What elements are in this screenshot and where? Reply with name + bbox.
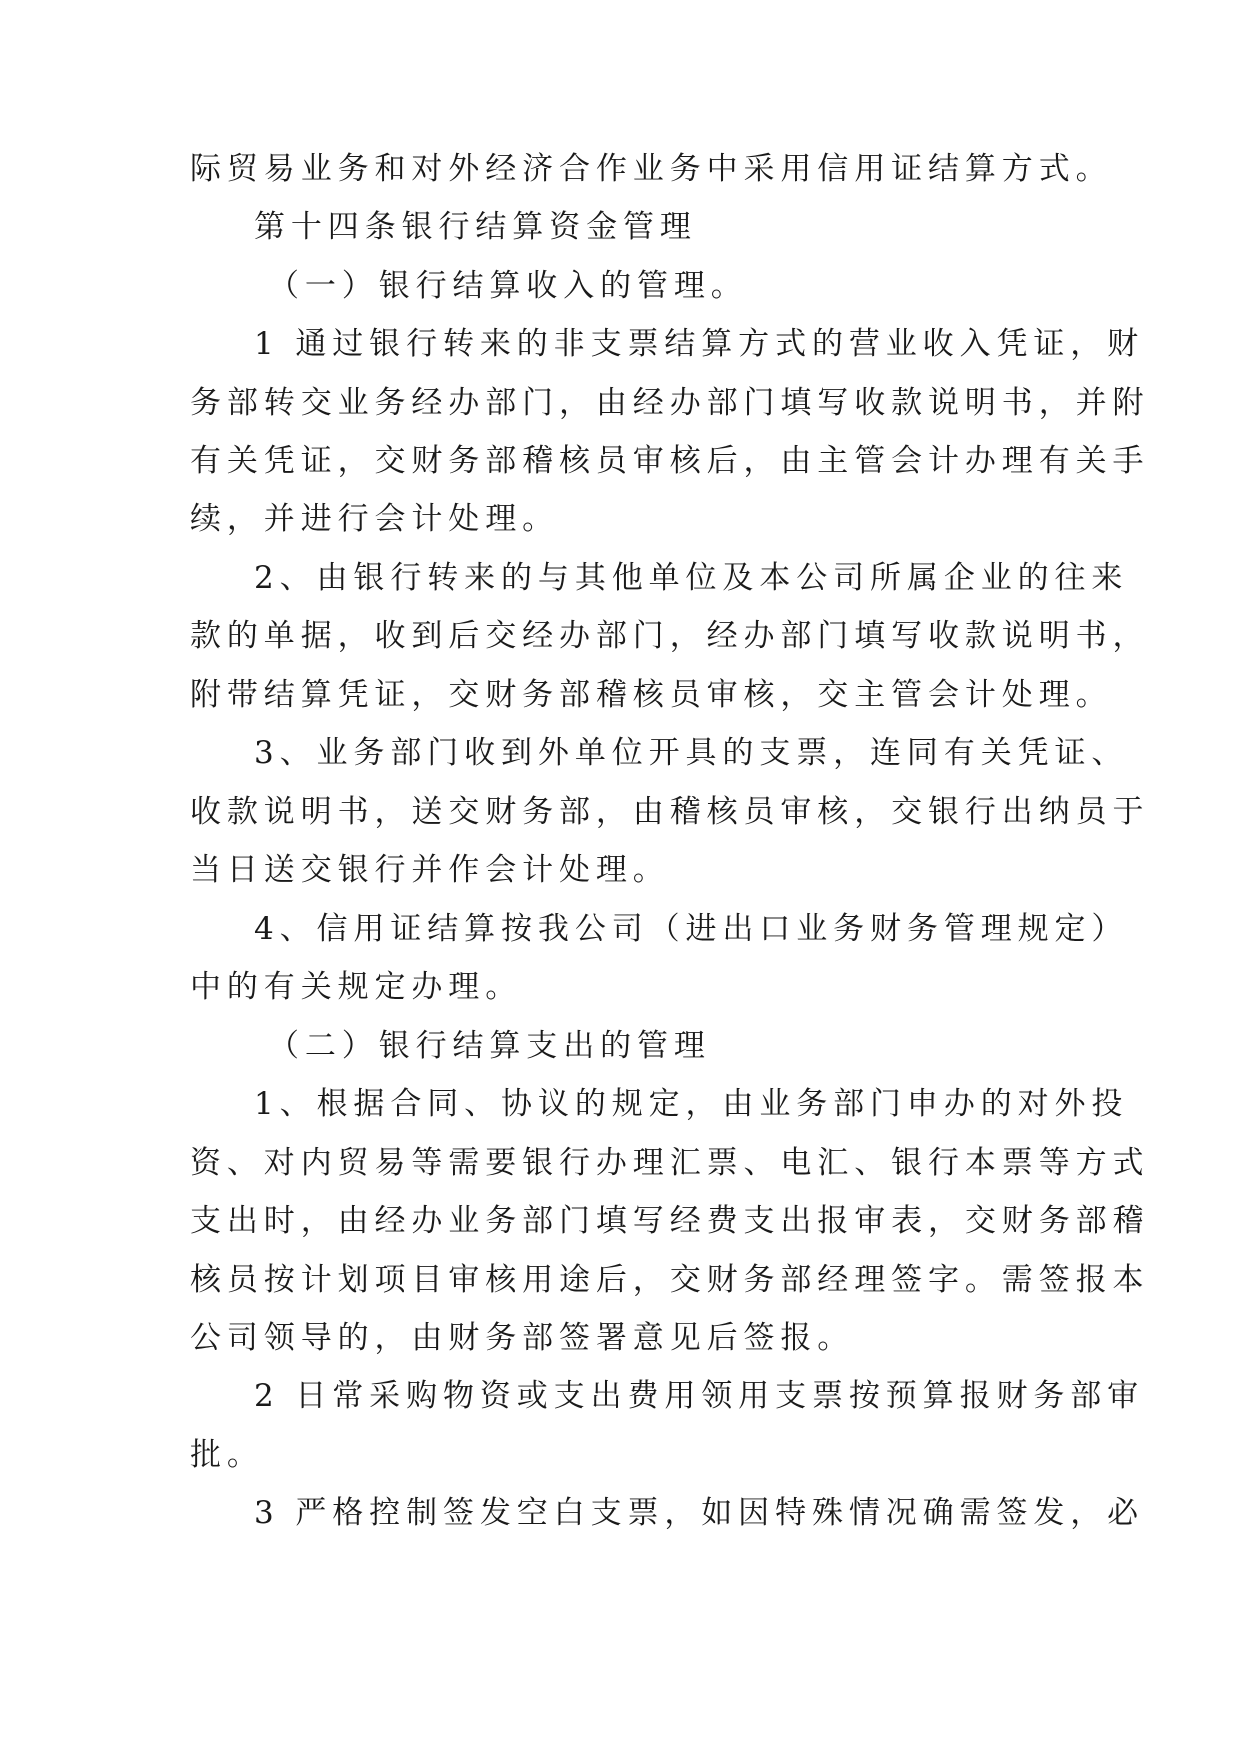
- paragraph-line: 批。: [190, 1437, 264, 1473]
- paragraph-line: 收款说明书，送交财务部，由稽核员审核，交银行出纳员于: [190, 794, 1150, 830]
- paragraph-line: 际贸易业务和对外经济合作业务中采用信用证结算方式。: [190, 151, 1113, 187]
- paragraph-line: 务部转交业务经办部门，由经办部门填写收款说明书，并附: [190, 385, 1150, 421]
- paragraph-line: 附带结算凭证，交财务部稽核员审核，交主管会计处理。: [190, 677, 1113, 713]
- paragraph-line: 资、对内贸易等需要银行办理汇票、电汇、银行本票等方式: [190, 1145, 1150, 1181]
- paragraph-line: 支出时，由经办业务部门填写经费支出报审表，交财务部稽: [190, 1203, 1150, 1239]
- paragraph-line: 有关凭证，交财务部稽核员审核后，由主管会计办理有关手: [190, 443, 1150, 479]
- paragraph-line: 2 日常采购物资或支出费用领用支票按预算报财务部审: [254, 1378, 1145, 1414]
- paragraph-line: 2、由银行转来的与其他单位及本公司所属企业的往来: [254, 560, 1129, 596]
- subsection-heading: （一）银行结算收入的管理。: [268, 268, 748, 304]
- paragraph-line: 中的有关规定办理。: [190, 969, 523, 1005]
- subsection-heading: （二）银行结算支出的管理: [268, 1028, 711, 1064]
- section-heading: 第十四条银行结算资金管理: [254, 209, 697, 245]
- paragraph-line: 3、业务部门收到外单位开具的支票，连同有关凭证、: [254, 735, 1129, 771]
- paragraph-line: 当日送交银行并作会计处理。: [190, 852, 670, 888]
- paragraph-line: 4、信用证结算按我公司（进出口业务财务管理规定）: [254, 911, 1129, 947]
- paragraph-line: 续，并进行会计处理。: [190, 501, 559, 537]
- paragraph-line: 1、根据合同、协议的规定，由业务部门申办的对外投: [254, 1086, 1129, 1122]
- paragraph-line: 公司领导的，由财务部签署意见后签报。: [190, 1320, 855, 1356]
- paragraph-line: 核员按计划项目审核用途后，交财务部经理签字。需签报本: [190, 1262, 1150, 1298]
- paragraph-line: 1 通过银行转来的非支票结算方式的营业收入凭证，财: [254, 326, 1145, 362]
- paragraph-line: 3 严格控制签发空白支票，如因特殊情况确需签发，必: [254, 1495, 1145, 1531]
- paragraph-line: 款的单据，收到后交经办部门，经办部门填写收款说明书，: [190, 618, 1150, 654]
